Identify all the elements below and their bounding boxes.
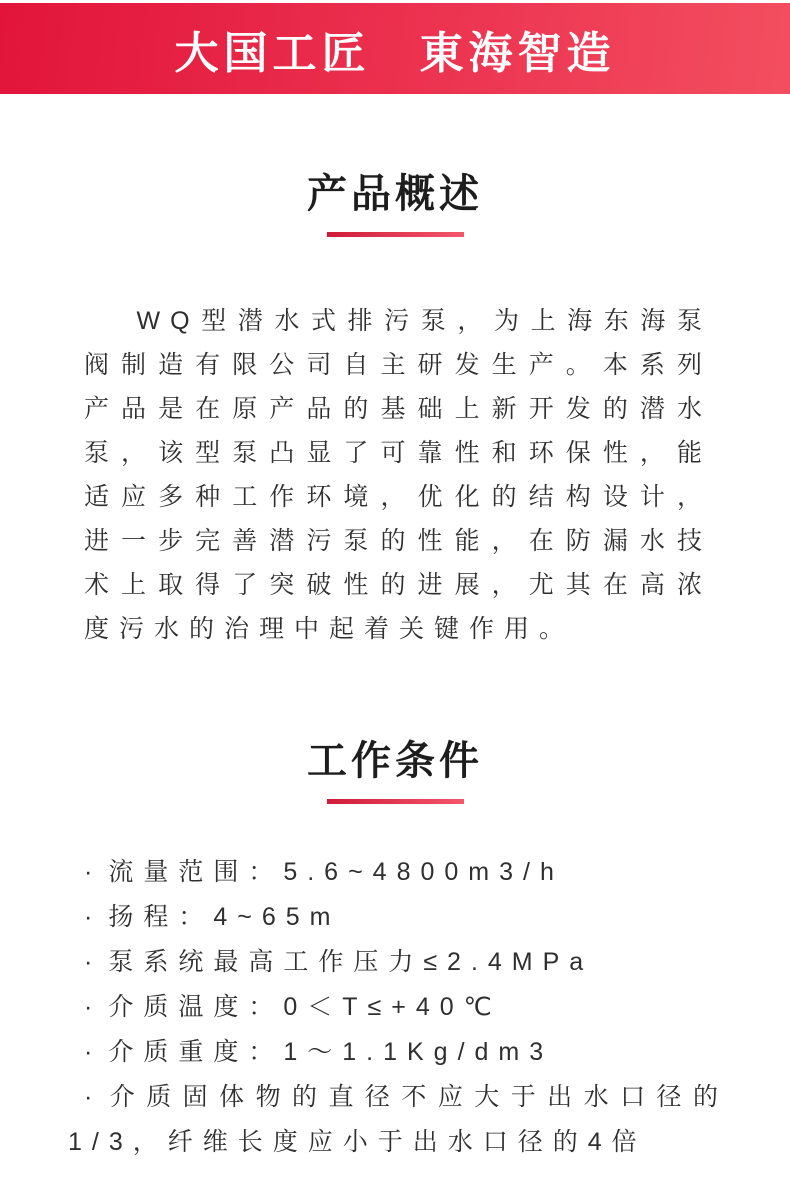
section-working-conditions bbox=[0, 737, 790, 1165]
bullet-icon: · bbox=[84, 858, 103, 886]
bullet-icon: · bbox=[84, 993, 103, 1021]
condition-item-solids-size bbox=[68, 1075, 728, 1165]
page-content bbox=[0, 170, 790, 1165]
condition-item-text: 流量范围：5.6~4800m3/h bbox=[108, 858, 564, 886]
condition-item-text: 介质固体物的直径不应大于出水口径的1/3，纤维长度应小于出水口径的4倍 bbox=[68, 1083, 728, 1156]
conditions-section-title: 工作条件 bbox=[307, 739, 483, 783]
bullet-icon: · bbox=[84, 903, 103, 931]
overview-paragraph: WQ型潜水式排污泵，为上海东海泵阀制造有限公司自主研发生产。本系列产品是在原产品的基础上新开发的潜水泵，该型泵凸显了可靠性和环保性，能适应多种工作环境，优化的结构设计，进一步完善潜污泵的性能，在防漏水技术上取得了突破性的进展，尤其在高浓度污水的治理中起着关键作用。 bbox=[84, 307, 712, 643]
condition-item-medium-temperature bbox=[68, 985, 728, 1030]
condition-item-head bbox=[68, 895, 728, 940]
condition-item-medium-density bbox=[68, 1030, 728, 1075]
condition-item-text: 介质温度：0＜T≤+40℃ bbox=[108, 993, 502, 1021]
conditions-list bbox=[68, 850, 728, 1165]
header-banner bbox=[0, 3, 790, 94]
overview-section-title: 产品概述 bbox=[307, 172, 483, 216]
condition-item-max-pressure bbox=[68, 940, 728, 985]
condition-item-flow-range bbox=[68, 850, 728, 895]
bullet-icon: · bbox=[84, 948, 103, 976]
conditions-title-underline bbox=[327, 799, 464, 804]
banner-title: 大国工匠 東海智造 bbox=[174, 28, 616, 78]
overview-title-underline bbox=[327, 232, 464, 237]
condition-item-text: 泵系统最高工作压力≤2.4MPa bbox=[108, 948, 594, 976]
bullet-icon: · bbox=[84, 1038, 103, 1066]
bullet-icon: · bbox=[84, 1083, 103, 1111]
section-product-overview bbox=[0, 170, 790, 651]
condition-item-text: 介质重度：1～1.1Kg/dm3 bbox=[108, 1038, 554, 1066]
condition-item-text: 扬程：4~65m bbox=[108, 903, 341, 931]
